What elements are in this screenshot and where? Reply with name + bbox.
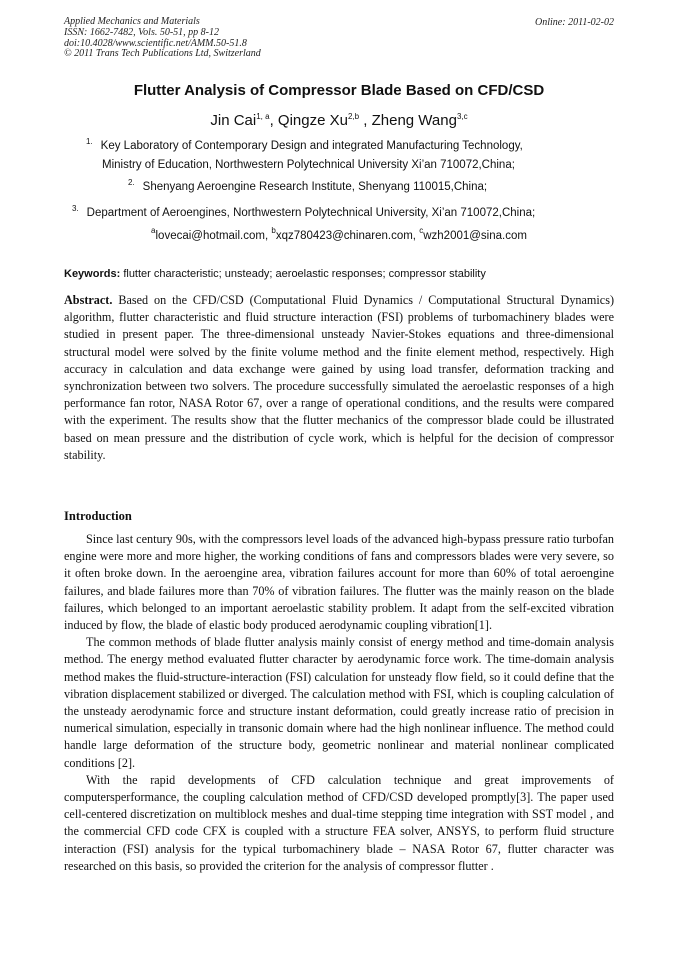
affiliation-line: Ministry of Education, Northwestern Polytechnical University Xi’an 710072,China;: [102, 159, 515, 171]
abstract-label: Abstract.: [64, 293, 113, 307]
issn: ISSN: 1662-7482, Vols. 50-51, pp 8-12: [64, 26, 219, 38]
paragraph: The common methods of blade flutter analysis mainly consist of energy method and time-domain analysis method. The energy method evaluated flutter character by aerodynamic force work. The time-domain analysis method makes the fluid-structure-interaction (FSI) calculation for unsteady flow field, so it could define that the vibration displacement stabilized or diverged. The calculation method with FSI, which is coupling calculation of the unsteady aerodynamic force and structure instant deformation, could greatly increase ratio of precision in numerical simulation, especially in transonic domain where had the high nonlinear influence. The method could handle large deformation of the structure body, geometric nonlinear and material nonlinear complicated conditions [2].: [64, 635, 614, 770]
affiliation-number: 2.: [128, 178, 135, 187]
author-name: Zheng Wang: [371, 112, 457, 129]
online-date: Online: 2011-02-02: [535, 17, 614, 28]
email-mark: a: [151, 226, 156, 235]
affiliation-3: [72, 204, 535, 223]
author-name: Qingze Xu: [277, 112, 348, 129]
abstract-text: Based on the CFD/CSD (Computational Fluid Dynamics / Computational Structural Dynamics) algorithm, flutter characteristic and fluid structure interaction (FSI) problems of turbomachinery blades were studied in present paper. The three-dimensional unsteady Navier-Stokes equations and three-dimensional structural model were solved by the finite volume method and the finite element method, respectively. High accuracy in calculation and data exchange were gained by using load transfer, deformation tracking and synchronization between two solvers. The procedure successfully simulated the aeroelastic responses of a high performance fan rotor, NASA Rotor 67, over a range of operational conditions, and the results were compared with the experiment. The results show that the flutter mechanics of the compressor blade could be illustrated based on mean pressure and the distribution of cycle work, which is helpful for the decision of compressor stability.: [64, 293, 614, 462]
author-affiliation-mark: 3,c: [456, 112, 468, 121]
journal-name: Applied Mechanics and Materials: [64, 16, 200, 27]
email-mark: c: [419, 226, 424, 235]
paper-title: Flutter Analysis of Compressor Blade Based on CFD/CSD: [133, 82, 545, 99]
affiliation-1: [86, 137, 523, 174]
introduction-body: [64, 531, 614, 875]
affiliation-number: 3.: [72, 204, 79, 213]
affiliation-line: Shenyang Aeroengine Research Institute, Shenyang 110015,China;: [142, 181, 488, 193]
email-mark: b: [271, 226, 276, 235]
affiliation-2: [128, 178, 487, 197]
paragraph: Since last century 90s, with the compressors level loads of the advanced high-bypass pressure ratio turbofan engine were more and more higher, the working conditions of fans and compressors blades were very severe, so it often broke down. In the aeroengine area, vibration failures account for more than 60% of total aeroengine failures, and blade failures more than 70% of vibration failures. The flutter was the mainly reason on the blade failures, which belonged to an important aeroelastic stability problem. It adapt from the self-excited vibration induced by flow, the blade of elastic body produced aerodynamic coupling vibration[1].: [64, 532, 614, 633]
abstract: [64, 292, 614, 464]
affiliation-line: Key Laboratory of Contemporary Design and integrated Manufacturing Technology,: [100, 140, 523, 152]
email-link[interactable]: wzh2001@sina.com: [423, 230, 527, 242]
section-heading-introduction: Introduction: [64, 509, 132, 523]
author-list: Jin Cai$^{1, a}$, Qingze Xu$^{2,b}$ , Zheng Wang$^{3,c}$: [210, 112, 468, 129]
journal-header: [64, 17, 261, 60]
author-affiliation-mark: 1, a: [256, 112, 270, 121]
author-emails: [0, 226, 678, 242]
keywords-label: Keywords:: [64, 268, 121, 280]
email-link[interactable]: lovecai@hotmail.com,: [155, 230, 269, 242]
doi: doi:10.4028/www.scientific.net/AMM.50-51.8: [64, 37, 247, 49]
copyright: © 2011 Trans Tech Publications Ltd, Switzerland: [64, 48, 261, 60]
affiliation-line: Department of Aeroengines, Northwestern Polytechnical University, Xi’an 710072,China;: [86, 207, 536, 219]
author-name: Jin Cai: [210, 112, 257, 129]
email-link[interactable]: xqz780423@chinaren.com,: [275, 230, 417, 242]
author-affiliation-mark: 2,b: [347, 112, 360, 121]
paragraph: With the rapid developments of CFD calculation technique and great improvements of computersperformance, the coupling calculation method of CFD/CSD developed promptly[3]. The paper used cell-centered discretization on multiblock meshes and dual-time stepping time integration with SST model , and the commercial CFD code CFX is coupled with a structure FEA solver, ANSYS, to perform fluid structure interaction (FSI) analysis for the typical turbomachinery blade – NASA Rotor 67, flutter character was researched on this basis, so provided the criterion for the analysis of compressor flutter .: [64, 772, 614, 873]
keywords: [64, 268, 486, 280]
keywords-text: flutter characteristic; unsteady; aeroelastic responses; compressor stability: [123, 268, 486, 280]
affiliation-number: 1.: [86, 137, 93, 146]
